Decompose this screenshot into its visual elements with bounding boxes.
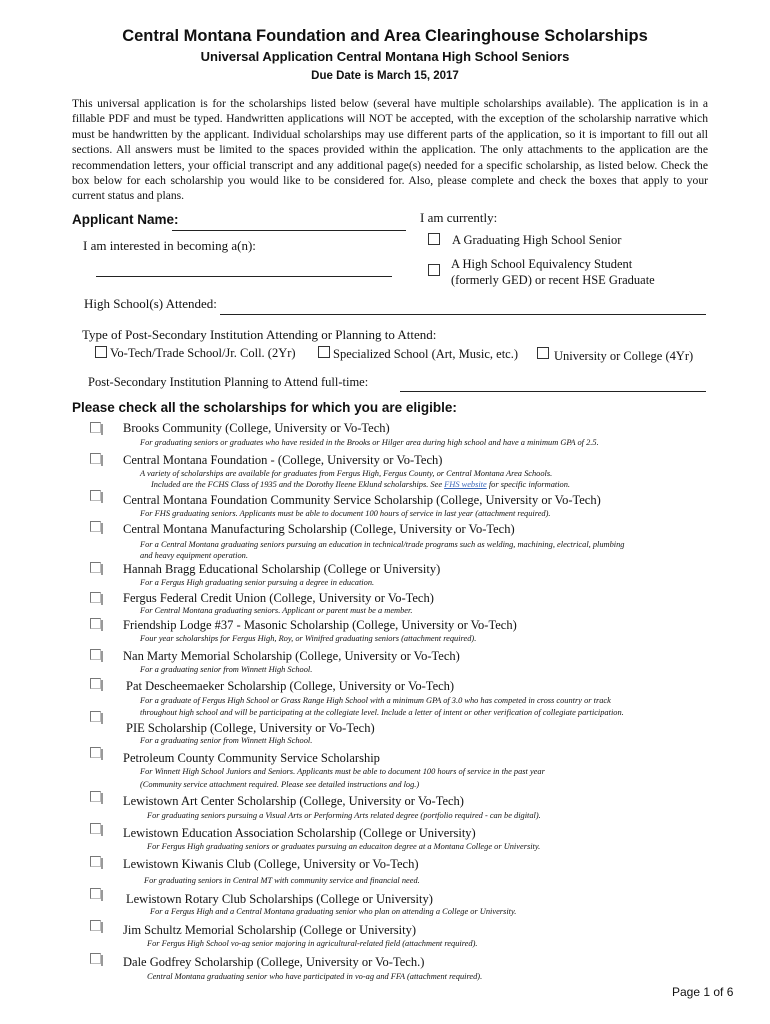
scholarship-note-fergus-federal: For Central Montana graduating seniors. Applicant or parent must be a member. bbox=[140, 606, 413, 615]
page-title: Central Montana Foundation and Area Clearinghouse Scholarships bbox=[122, 27, 648, 45]
checkbox-friendship-lodge[interactable] bbox=[90, 618, 101, 629]
inst-specialized-checkbox[interactable] bbox=[318, 346, 330, 358]
status-hse-label-2: (formerly GED) or recent HSE Graduate bbox=[451, 273, 655, 287]
fulltime-label: Post-Secondary Institution Planning to Attend full-time: bbox=[88, 375, 369, 389]
fhs-website-link[interactable]: FHS website bbox=[444, 480, 487, 489]
scholarship-title-pat-descheemaeker: Pat Descheemaeker Scholarship (College, University or Vo-Tech) bbox=[126, 679, 455, 693]
due-date: Due Date is March 15, 2017 bbox=[311, 70, 459, 82]
interested-label: I am interested in becoming a(n): bbox=[83, 238, 256, 253]
scholarship-note-hannah-bragg: For a Fergus High graduating senior pursuing a degree in education. bbox=[140, 578, 375, 587]
checkbox-dale-godfrey[interactable] bbox=[90, 953, 101, 964]
currently-label: I am currently: bbox=[420, 210, 498, 225]
inst-votech-checkbox[interactable] bbox=[95, 346, 107, 358]
scholarship-title-dale-godfrey: Dale Godfrey Scholarship (College, University or Vo-Tech.) bbox=[123, 955, 425, 969]
checkbox-manufacturing[interactable] bbox=[90, 521, 101, 532]
scholarship-title-art-center: Lewistown Art Center Scholarship (College, University or Vo-Tech) bbox=[123, 794, 464, 808]
scholarship-title-rotary: Lewistown Rotary Club Scholarships (College or University) bbox=[126, 892, 433, 906]
scholarship-note-kiwanis: For graduating seniors in Central MT with community service and financial need. bbox=[144, 876, 420, 885]
scholarship-title-brooks: Brooks Community (College, University or Vo-Tech) bbox=[123, 421, 390, 435]
high-school-field[interactable] bbox=[220, 314, 706, 315]
scholarship-note-nan-marty: For a graduating senior from Winnett High School. bbox=[140, 665, 313, 674]
checkbox-cmf-community-service[interactable] bbox=[90, 490, 101, 501]
checkbox-kiwanis[interactable] bbox=[90, 856, 101, 867]
checkbox-petroleum-county[interactable] bbox=[90, 747, 101, 758]
intro-paragraph: This universal application is for the scholarships listed below (several have multiple scholarships available). The application is in a fillable PDF and must be typed. Handwritten applications will NOT be accepted, with the exception of the scholarship narrative which must be handwritten by the applicant. Individual scholarships may use different parts of the application, so it is important to fill out all sections. All answers must be limited to the spaces provided within the application. The only attachments to the application are the recommendation letters, your official transcript and any additional page(s) needed for a specific scholarship, as listed below. Check the box below for each scholarship you would like to be considered for. Also, please complete and check the boxes that apply to your current status and plans. bbox=[72, 97, 708, 203]
scholarship-title-cmf-community-service: Central Montana Foundation Community Service Scholarship (College, University or Vo-Tech) bbox=[123, 493, 601, 507]
scholarship-note-petroleum-county-1: For Winnett High School Juniors and Seniors. Applicants must be able to document 100 hours of service in the past year bbox=[140, 767, 545, 776]
scholarship-note-cmf-community-service: For FHS graduating seniors. Applicants must be able to document 100 hours of service in last year (attachment required). bbox=[140, 509, 551, 518]
status-senior-checkbox[interactable] bbox=[428, 233, 440, 245]
scholarships-heading: Please check all the scholarships for which you are eligible: bbox=[72, 400, 457, 415]
scholarship-title-cmf: Central Montana Foundation - (College, University or Vo-Tech) bbox=[123, 453, 443, 467]
scholarship-note-petroleum-county-2: (Community service attachment required. Please see detailed instructions and log.) bbox=[140, 780, 420, 789]
scholarship-note-manufacturing-1: For a Central Montana graduating seniors pursuing an education in technical/trade programs such as welding, machining, electrical, plumbing bbox=[140, 540, 625, 549]
status-hse-label-1: A High School Equivalency Student bbox=[451, 257, 633, 271]
checkbox-education-association[interactable] bbox=[90, 823, 101, 834]
scholarship-note-pat-descheemaeker-2: throughout high school and will be participating at the collegiate level. Include a letter of intent or other verification of collegiate participation. bbox=[140, 708, 624, 717]
status-hse-checkbox[interactable] bbox=[428, 264, 440, 276]
page-subtitle: Universal Application Central Montana High School Seniors bbox=[200, 49, 570, 64]
checkbox-art-center[interactable] bbox=[90, 791, 101, 802]
fulltime-field[interactable] bbox=[400, 391, 706, 392]
checkbox-pie[interactable] bbox=[90, 711, 101, 722]
checkbox-pat-descheemaeker[interactable] bbox=[90, 678, 101, 689]
scholarship-title-manufacturing: Central Montana Manufacturing Scholarship (College, University or Vo-Tech) bbox=[123, 522, 515, 536]
page-number: Page 1 of 6 bbox=[672, 985, 734, 999]
inst-specialized-label: Specialized School (Art, Music, etc.) bbox=[333, 347, 519, 361]
scholarship-note-rotary: For a Fergus High and a Central Montana graduating senior who plan on attending a College or University. bbox=[150, 907, 517, 916]
checkbox-brooks[interactable] bbox=[90, 422, 101, 433]
scholarship-title-jim-schultz: Jim Schultz Memorial Scholarship (College or University) bbox=[123, 923, 417, 937]
scholarship-note-dale-godfrey: Central Montana graduating senior who have participated in vo-ag and FFA (attachment required). bbox=[147, 972, 483, 981]
scholarship-note-jim-schultz: For Fergus High School vo-ag senior majoring in agricultural-related field (attachment required). bbox=[147, 939, 478, 948]
inst-votech-label: Vo-Tech/Trade School/Jr. Coll. (2Yr) bbox=[110, 346, 296, 360]
scholarship-title-pie: PIE Scholarship (College, University or Vo-Tech) bbox=[126, 721, 375, 735]
checkbox-nan-marty[interactable] bbox=[90, 649, 101, 660]
inst-university-label: University or College (4Yr) bbox=[554, 349, 694, 363]
scholarship-note-friendship-lodge: Four year scholarships for Fergus High, Roy, or Winifred graduating seniors (attachment required). bbox=[140, 634, 477, 643]
scholarship-note-art-center: For graduating seniors pursuing a Visual Arts or Performing Arts related degree (portfolio required - can be digital). bbox=[147, 811, 541, 820]
scholarship-title-nan-marty: Nan Marty Memorial Scholarship (College, University or Vo-Tech) bbox=[123, 649, 460, 663]
interested-field[interactable] bbox=[96, 276, 392, 277]
scholarship-title-kiwanis: Lewistown Kiwanis Club (College, University or Vo-Tech) bbox=[123, 857, 419, 871]
institution-type-label: Type of Post-Secondary Institution Attending or Planning to Attend: bbox=[82, 327, 437, 342]
scholarship-title-hannah-bragg: Hannah Bragg Educational Scholarship (College or University) bbox=[123, 562, 441, 576]
inst-university-checkbox[interactable] bbox=[537, 347, 549, 359]
scholarship-note-pat-descheemaeker-1: For a graduate of Fergus High School or Grass Range High School with a minimum GPA of 3.0 who has competed in cross country or track bbox=[140, 696, 611, 705]
status-senior-label: A Graduating High School Senior bbox=[452, 233, 622, 247]
scholarship-note-manufacturing-2: and heavy equipment operation. bbox=[140, 551, 248, 560]
applicant-name-label: Applicant Name: bbox=[72, 212, 179, 227]
applicant-name-field[interactable] bbox=[172, 230, 406, 231]
scholarship-note-pie: For a graduating senior from Winnett High School. bbox=[140, 736, 313, 745]
scholarship-title-petroleum-county: Petroleum County Community Service Scholarship bbox=[123, 751, 380, 765]
scholarship-note-cmf-1: A variety of scholarships are available for graduates from Fergus High, Fergus County, or Central Montana Area Schools. bbox=[140, 469, 553, 478]
high-school-label: High School(s) Attended: bbox=[84, 296, 217, 311]
scholarship-title-fergus-federal: Fergus Federal Credit Union (College, University or Vo-Tech) bbox=[123, 591, 434, 605]
scholarship-title-education-association: Lewistown Education Association Scholarship (College or University) bbox=[123, 826, 476, 840]
checkbox-fergus-federal[interactable] bbox=[90, 592, 101, 603]
scholarship-note-brooks: For graduating seniors or graduates who have resided in the Brooks or Hilger area during high school and have a minimum GPA of 2.5. bbox=[140, 438, 599, 447]
checkbox-rotary[interactable] bbox=[90, 888, 101, 899]
checkbox-hannah-bragg[interactable] bbox=[90, 562, 101, 573]
scholarship-title-friendship-lodge: Friendship Lodge #37 - Masonic Scholarship (College, University or Vo-Tech) bbox=[123, 618, 517, 632]
checkbox-cmf[interactable] bbox=[90, 453, 101, 464]
scholarship-note-education-association: For Fergus High graduating seniors or graduates pursuing an educaiton degree at a Montana College or University. bbox=[147, 842, 541, 851]
checkbox-jim-schultz[interactable] bbox=[90, 920, 101, 931]
scholarship-note-cmf-2: Included are the FCHS Class of 1935 and the Dorothy Ileene Eklund scholarships. See FHS website for specific information. bbox=[151, 480, 571, 489]
